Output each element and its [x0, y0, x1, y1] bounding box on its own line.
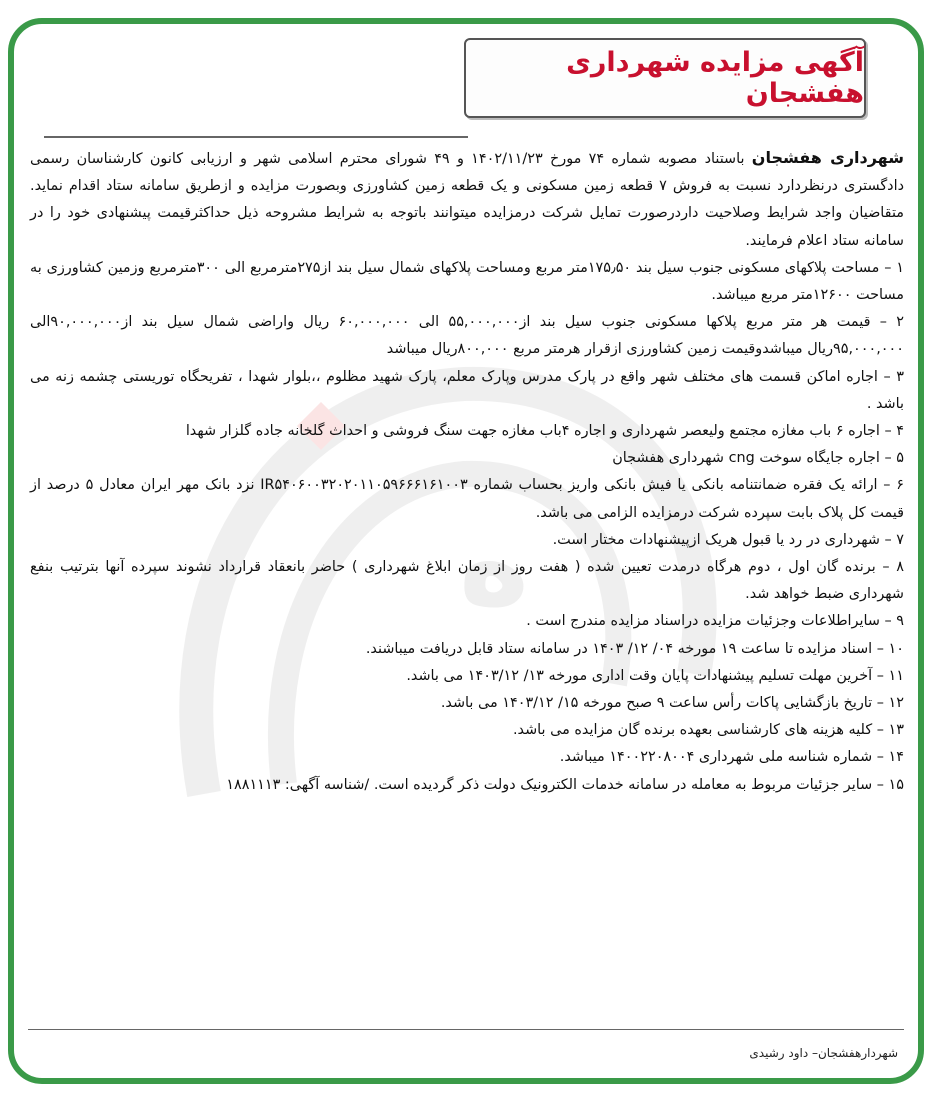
signature-divider: [28, 1029, 904, 1030]
list-item: ۷ – شهرداری در رد یا قبول هریک ازپیشنهادات مختار است.: [552, 531, 904, 548]
list-item: ۱۳ – کلیه هزینه های کارشناسی بعهده برنده گان مزایده می باشد.: [512, 722, 904, 739]
list-item: ۹ – سایراطلاعات وجزئیات مزایده دراسناد مزایده مندرج است .: [526, 613, 904, 630]
list-item: ۶ – ارائه یک فقره ضمانتنامه بانکی یا فیش بانکی واریز بحساب شماره IR۵۴۰۶۰۰۳۲۰۲۰۱۱۰۵۹۶۶۶۱۶۱۰۰۳ نزد بانک مهر ایران معادل ۵ درصد از قیمت کل پلاک بابت سپرده شرکت درمزایده الزامی می باشد.: [30, 477, 904, 521]
title-box: [464, 38, 866, 118]
list-item: ۱۴ – شماره شناسه ملی شهرداری ۱۴۰۰۲۲۰۸۰۰۴ میباشد.: [559, 749, 904, 766]
ad-body: [30, 144, 904, 799]
list-item: ۱ – مساحت پلاکهای مسکونی جنوب سیل بند ۱۷۵٫۵۰متر مربع ومساحت پلاکهای شمال سیل بند از۲۷۵مترمربع الی ۳۰۰مترمربع وزمین کشاورزی به مساحت ۱۲۶۰۰متر مربع میباشد.: [30, 259, 904, 304]
list-item: ۱۲ – تاریخ بازگشایی پاکات رأس ساعت ۹ صبح مورخه ۱۵/ ۱۴۰۳/۱۲ می باشد.: [440, 695, 904, 712]
intro-text: باستناد مصوبه شماره ۷۴ مورخ ۱۴۰۲/۱۱/۲۳ و ۴۹ شورای محترم اسلامی شهر و ارزیابی کانون کارشناسان رسمی دادگستری درنظردارد نسبت به فروش ۷ قطعه زمین مسکونی و یک قطعه زمین کشاورزی وبصورت مزایده و ازطریق سامانه ستاد اقدام نماید. متقاضیان واجد شرایط وصلاحیت داردرصورت تمایل شرکت درمزایده میتوانند باتوجه به شرایط مشروحه ذیل حداکثرقیمت پیشنهادی خود را در سامانه ستاد اعلام فرمایند.: [30, 151, 904, 249]
list-item: ۱۰ – اسناد مزایده تا ساعت ۱۹ مورخه ۰۴/ ۱۲/ ۱۴۰۳ در سامانه ستاد قابل دریافت میباشند.: [365, 640, 904, 657]
list-item: ۱۱ – آخرین مهلت تسلیم پیشنهادات پایان وقت اداری مورخه ۱۳/ ۱۴۰۳/۱۲ می باشد.: [406, 667, 904, 684]
list-item: ۵ – اجاره جایگاه سوخت cng شهرداری هفشجان: [612, 450, 904, 467]
intro-paragraph: [30, 144, 904, 255]
list-item: ۸ – برنده گان اول ، دوم هرگاه درمدت تعیین شده ( هفت روز از زمان ابلاغ شهرداری ) حاضر بانعقاد قرارداد نشوند سپرده آنها بترتیب بنفع شهرداری ضبط خواهد شد.: [30, 559, 904, 603]
watermark-mark: ه: [458, 494, 530, 633]
signature: شهردارهفشجان– داود رشیدی: [749, 1046, 898, 1060]
list-item: ۴ – اجاره ۶ باب مغازه مجتمع ولیعصر شهرداری و اجاره ۴باب مغازه جهت سنگ فروشی و احداث گلخانه جاده گلزار شهدا: [185, 423, 904, 440]
intro-brand: شهرداری هفشجان: [751, 148, 904, 167]
list-item: ۳ – اجاره اماکن قسمت های مختلف شهر واقع در پارک مدرس وپارک معلم، پارک شهید مظلوم ،،بلوار شهدا ، تفریحگاه توریستی چشمه زنه می باشد .: [30, 368, 904, 412]
list-item: ۲ – قیمت هر متر مربع پلاکها مسکونی جنوب سیل بند از۵۵,۰۰۰,۰۰۰ الی ۶۰,۰۰۰,۰۰۰ ریال واراضی شمال سیل بند از۹۰,۰۰۰,۰۰۰الی ۹۵,۰۰۰,۰۰۰ریال میباشدوقیمت زمین کشاورزی ازقرار هرمتر مربع ۸۰۰,۰۰۰ریال میباشد: [30, 314, 905, 358]
list-item: ۱۵ – سایر جزئیات مربوط به معامله در سامانه خدمات الکترونیک دولت ذکر گردیده است. /شناسه آگهی: ۱۸۸۱۱۱۳: [226, 776, 904, 793]
ad-frame: [8, 18, 924, 1084]
ad-title: آگهی مزایده شهرداری هفشجان: [566, 47, 864, 109]
title-divider-left: [44, 136, 468, 138]
